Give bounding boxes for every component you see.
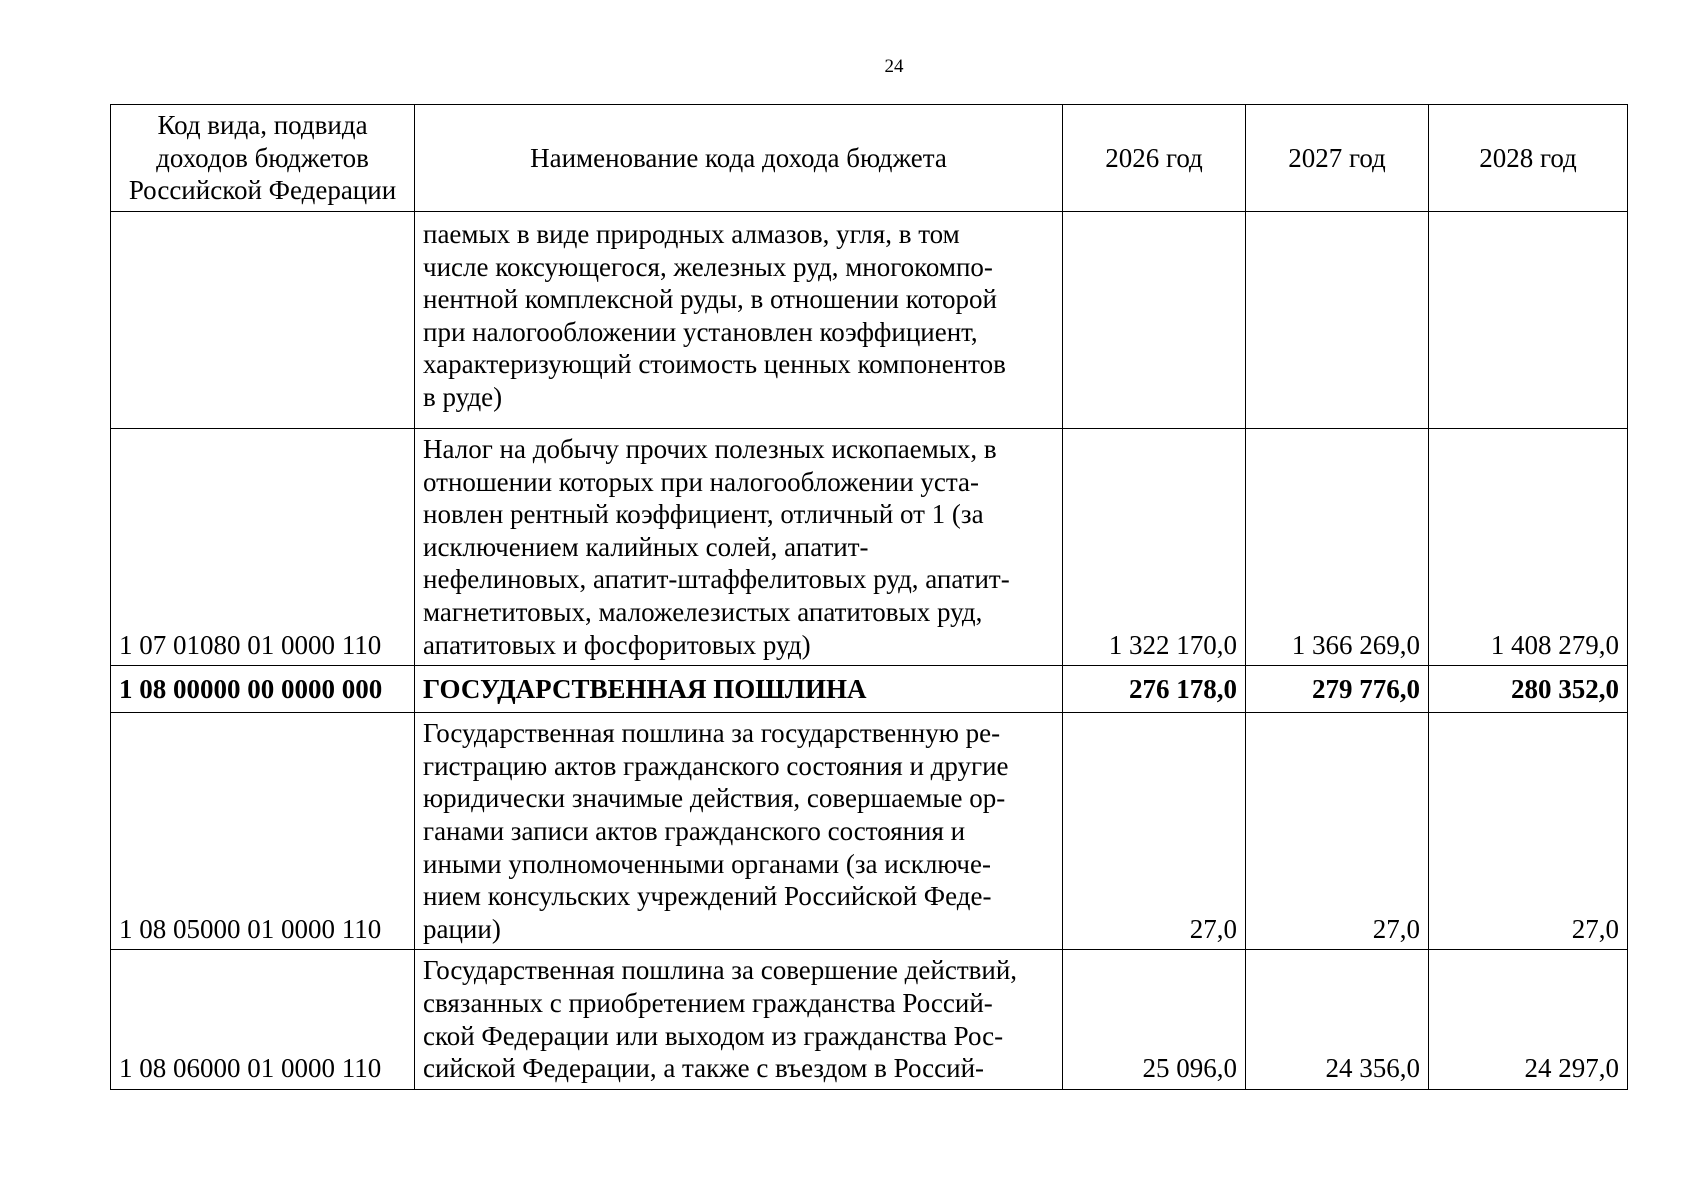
cell-2028 bbox=[1429, 212, 1628, 429]
cell-name-line: характеризующий стоимость ценных компонентов bbox=[423, 349, 1006, 380]
cell-code: 1 08 05000 01 0000 110 bbox=[111, 713, 415, 950]
header-code-line: Код вида, подвида bbox=[157, 110, 368, 141]
cell-name-line: отношении которых при налогообложении уста- bbox=[423, 466, 980, 497]
cell-name-line: при налогообложении установлен коэффициент, bbox=[423, 316, 978, 347]
cell-2028: 27,0 bbox=[1429, 713, 1628, 950]
header-code-line: Российской Федерации bbox=[128, 175, 397, 206]
cell-code: 1 08 06000 01 0000 110 bbox=[111, 950, 415, 1089]
header-2028: 2028 год bbox=[1429, 105, 1628, 212]
cell-2027: 1 366 269,0 bbox=[1246, 429, 1429, 666]
cell-name bbox=[415, 666, 1063, 713]
cell-2027: 24 356,0 bbox=[1246, 950, 1429, 1089]
cell-code bbox=[111, 212, 415, 429]
cell-name-line: ской Федерации или выходом из гражданства Рос- bbox=[423, 1020, 1004, 1051]
cell-name-line: гистрацию актов гражданского состояния и другие bbox=[423, 750, 1009, 781]
table-row bbox=[111, 212, 1628, 429]
header-code-line: доходов бюджетов bbox=[156, 142, 369, 173]
cell-name-line: Налог на добычу прочих полезных ископаемых, в bbox=[423, 434, 997, 464]
cell-name-line: иными уполномоченными органами (за исключе- bbox=[423, 848, 991, 879]
header-2026: 2026 год bbox=[1063, 105, 1246, 212]
cell-name-line: ганами записи актов гражданского состояния и bbox=[423, 815, 966, 846]
header-code bbox=[111, 105, 415, 212]
cell-name-line: ГОСУДАРСТВЕННАЯ ПОШЛИНА bbox=[423, 673, 867, 704]
cell-2027 bbox=[1246, 212, 1429, 429]
cell-code: 1 07 01080 01 0000 110 bbox=[111, 429, 415, 666]
table-row-section bbox=[111, 666, 1628, 713]
cell-name-line: Государственная пошлина за совершение действий, bbox=[423, 955, 1018, 986]
cell-name bbox=[415, 713, 1063, 950]
cell-name-line: апатитовых и фосфоритовых руд) bbox=[423, 629, 811, 660]
table-header-row bbox=[111, 105, 1628, 212]
cell-2026: 1 322 170,0 bbox=[1063, 429, 1246, 666]
table-row bbox=[111, 713, 1628, 950]
cell-name-line: числе коксующегося, железных руд, многокомпо- bbox=[423, 251, 993, 282]
cell-name-line: нефелиновых, апатит-штаффелитовых руд, апатит- bbox=[423, 564, 1010, 595]
budget-revenue-table bbox=[110, 104, 1628, 1090]
cell-2026: 276 178,0 bbox=[1063, 666, 1246, 713]
cell-2026 bbox=[1063, 212, 1246, 429]
cell-name-line: в руде) bbox=[423, 381, 503, 412]
cell-2026: 27,0 bbox=[1063, 713, 1246, 950]
cell-name-line: исключением калийных солей, апатит- bbox=[423, 531, 869, 562]
cell-2028: 1 408 279,0 bbox=[1429, 429, 1628, 666]
cell-2027: 27,0 bbox=[1246, 713, 1429, 950]
cell-name bbox=[415, 212, 1063, 429]
cell-name-line: сийской Федерации, а также с въездом в Россий- bbox=[423, 1053, 985, 1084]
table-row bbox=[111, 429, 1628, 666]
cell-name-line: магнетитовых, маложелезистых апатитовых руд, bbox=[423, 596, 983, 627]
cell-name-line: нентной комплексной руды, в отношении которой bbox=[423, 284, 998, 315]
cell-name-line: новлен рентный коэффициент, отличный от 1 (за bbox=[423, 499, 984, 530]
cell-name-line: юридически значимые действия, совершаемые ор- bbox=[423, 783, 1006, 814]
cell-name-line: нием консульских учреждений Российской Феде- bbox=[423, 881, 992, 912]
table-row bbox=[111, 950, 1628, 1089]
cell-2026: 25 096,0 bbox=[1063, 950, 1246, 1089]
cell-2028: 24 297,0 bbox=[1429, 950, 1628, 1089]
header-2027: 2027 год bbox=[1246, 105, 1429, 212]
header-name: Наименование кода дохода бюджета bbox=[415, 105, 1063, 212]
cell-name-line: паемых в виде природных алмазов, угля, в том bbox=[423, 219, 960, 249]
cell-name bbox=[415, 950, 1063, 1089]
cell-name-line: Государственная пошлина за государственную ре- bbox=[423, 718, 1001, 749]
cell-code: 1 08 00000 00 0000 000 bbox=[111, 666, 415, 713]
cell-2028: 280 352,0 bbox=[1429, 666, 1628, 713]
cell-name-line: связанных с приобретением гражданства Россий- bbox=[423, 987, 993, 1018]
cell-2027: 279 776,0 bbox=[1246, 666, 1429, 713]
page-number: 24 bbox=[884, 56, 904, 77]
cell-name bbox=[415, 429, 1063, 666]
cell-name-line: рации) bbox=[423, 913, 501, 944]
